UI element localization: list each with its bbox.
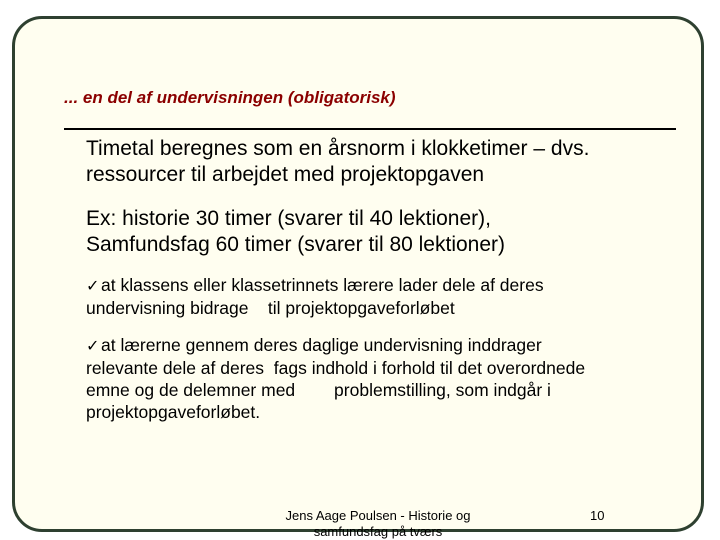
footer-author <box>268 508 488 540</box>
text-line: ressourcer til arbejdet med projektopgaven <box>86 163 485 186</box>
footer-line: samfundsfag på tværs <box>313 524 443 539</box>
checkmark-icon: ✓ <box>86 336 100 355</box>
text-line: Ex: historie 30 timer (svarer til 40 lektioner), <box>86 207 491 230</box>
text-line: Samfundsfag 60 timer (svarer til 80 lektioner) <box>86 233 506 256</box>
footer-line: Jens Aage Poulsen - Historie og <box>285 508 471 523</box>
text-line: undervisning bidrage til projektopgaveforløbet <box>86 298 455 318</box>
text-line: Timetal beregnes som en årsnorm i klokketimer – dvs. <box>86 137 590 160</box>
paragraph-example <box>86 206 686 258</box>
text-line: emne og de delemner med problemstilling, som indgår i <box>86 380 551 400</box>
bullet-text: at klassens eller klassetrinnets lærere lader dele af deres <box>101 275 544 295</box>
bullet-text: at lærerne gennem deres daglige undervisning inddrager <box>101 335 542 355</box>
checkmark-icon: ✓ <box>86 276 100 295</box>
text-line <box>86 334 686 357</box>
text-line <box>86 274 686 297</box>
paragraph-timetal <box>86 136 686 188</box>
text-line: relevante dele af deres fags indhold i forhold til det overordnede <box>86 358 586 378</box>
page-number: 10 <box>590 508 605 523</box>
title-underline <box>64 128 676 130</box>
bullet-klassens <box>86 274 686 319</box>
slide-title: ... en del af undervisningen (obligatorisk) <box>64 88 396 107</box>
bullet-laererne <box>86 334 686 423</box>
text-line: projektopgaveforløbet. <box>86 402 261 422</box>
